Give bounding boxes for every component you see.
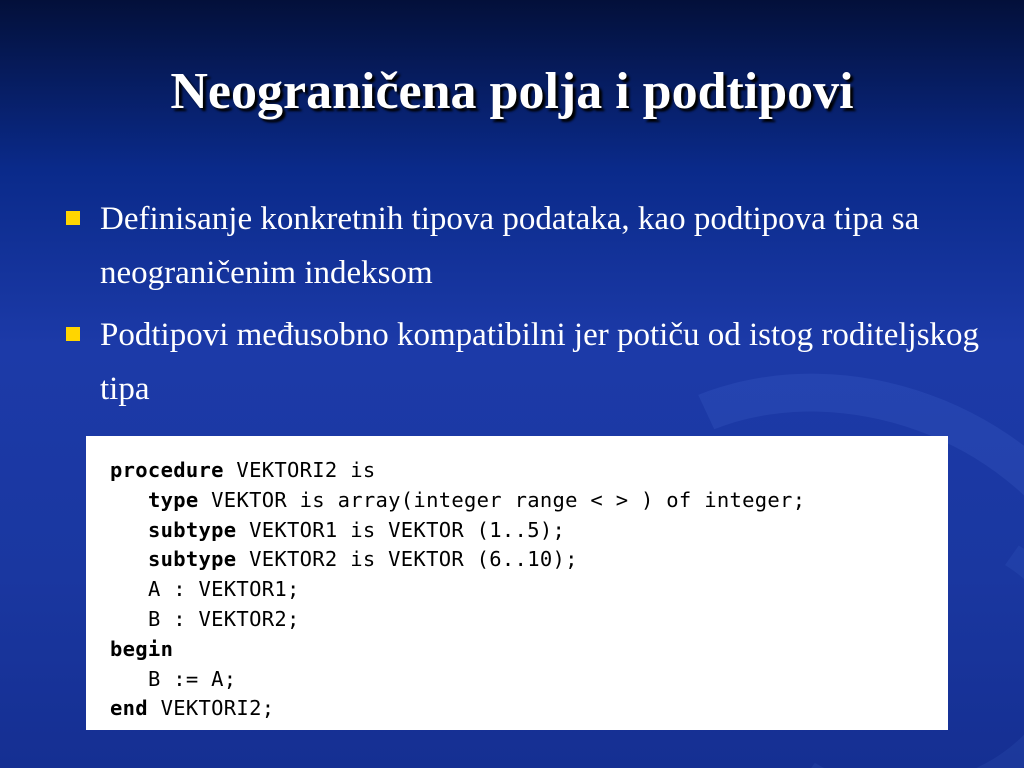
code-keyword: subtype: [147, 517, 237, 542]
bullet-item: [62, 308, 982, 416]
square-bullet-icon: [66, 327, 80, 341]
code-line: [110, 456, 948, 486]
code-line: [110, 545, 948, 575]
code-keyword: procedure: [110, 458, 224, 482]
code-text: B := A;: [147, 666, 237, 691]
code-text: VEKTORI2 is: [223, 458, 376, 482]
bullet-list: [62, 192, 982, 424]
code-line: [110, 516, 948, 546]
code-line: [110, 605, 948, 635]
code-keyword: type: [147, 487, 199, 512]
code-text: VEKTOR1 is VEKTOR (1..5);: [236, 517, 566, 542]
bullet-item: [62, 192, 982, 300]
code-line: [110, 575, 948, 605]
code-text: B : VEKTOR2;: [147, 606, 300, 631]
code-keyword: begin: [110, 636, 174, 661]
bullet-text: Definisanje konkretnih tipova podataka, kao podtipova tipa sa neograničenim indeksom: [100, 201, 920, 291]
code-line: [110, 486, 948, 516]
code-line: [110, 694, 948, 724]
square-bullet-icon: [66, 211, 80, 225]
code-text: A : VEKTOR1;: [147, 577, 300, 602]
slide-title: Neograničena polja i podtipovi: [170, 63, 854, 120]
code-text: VEKTOR2 is VEKTOR (6..10);: [236, 547, 578, 572]
bullet-text: Podtipovi međusobno kompatibilni jer potiču od istog roditeljskog tipa: [100, 317, 980, 407]
code-listing: [86, 436, 948, 730]
code-keyword: subtype: [147, 547, 237, 572]
code-keyword: end: [110, 696, 148, 721]
code-text: VEKTOR is array(integer range < > ) of integer;: [198, 487, 806, 512]
code-line: [110, 665, 948, 695]
code-text: VEKTORI2;: [147, 696, 275, 721]
code-line: [110, 635, 948, 665]
